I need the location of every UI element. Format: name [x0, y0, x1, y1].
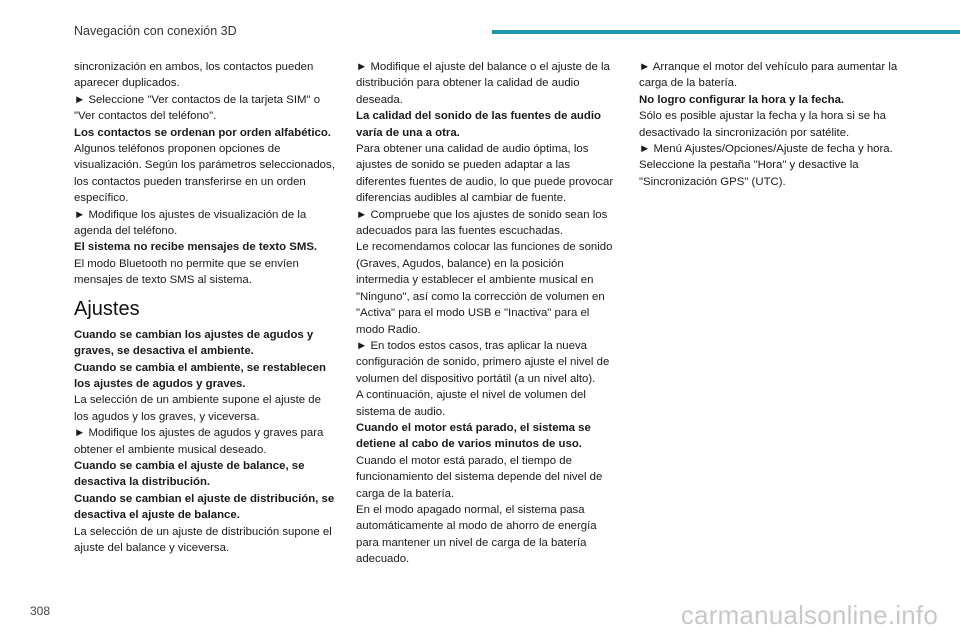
paragraph: ► Modifique los ajustes de agudos y graves para obtener el ambiente musical deseado.: [74, 427, 324, 456]
bold-paragraph: Los contactos se ordenan por orden alfabético.: [74, 126, 331, 139]
paragraph: A continuación, ajuste el nivel de volumen del sistema de audio.: [356, 389, 586, 418]
paragraph: En el modo apagado normal, el sistema pasa automáticamente al modo de ahorro de energía para mantener un nivel de carga de la batería adecuado.: [356, 503, 597, 566]
paragraph: Cuando el motor está parado, el tiempo de funcionamiento del sistema depende del nivel de carga de la batería.: [356, 454, 603, 500]
paragraph: El modo Bluetooth no permite que se envíen mensajes de texto SMS al sistema.: [74, 257, 299, 287]
paragraph: sincronización en ambos, los contactos pueden aparecer duplicados.: [74, 61, 314, 90]
paragraph: ► Menú Ajustes/Opciones/Ajuste de fecha y hora. Seleccione la pestaña "Hora" y desactive la "Sincronización GPS" (UTC).: [639, 143, 893, 188]
paragraph: Le recomendamos colocar las funciones de sonido (Graves, Agudos, balance) en la posición intermedia y establecer el ambiente musical en "Ninguno", así como la corrección de volumen en "Activa" para el modo USB e "Inactiva" para el modo Radio.: [356, 241, 613, 336]
header-accent-bar: [492, 30, 960, 34]
text-column-2: [356, 59, 620, 568]
paragraph: ► Seleccione "Ver contactos de la tarjeta SIM" o "Ver contactos del teléfono".: [74, 93, 321, 123]
bold-paragraph: El sistema no recibe mensajes de texto SMS.: [74, 241, 318, 254]
paragraph: Algunos teléfonos proponen opciones de visualización. Según los parámetros seleccionados, los contactos pueden transferirse en un orden específico.: [74, 143, 335, 205]
paragraph: La selección de un ajuste de distribución supone el ajuste del balance y viceversa.: [74, 525, 332, 554]
bold-paragraph: Cuando se cambia el ambiente, se restablecen los ajustes de agudos y graves.: [74, 361, 326, 390]
paragraph: ► En todos estos casos, tras aplicar la nueva configuración de sonido, primero ajuste el nivel de volumen del dispositivo portátil (a un nivel alto).: [356, 339, 610, 385]
bold-paragraph: Cuando se cambian el ajuste de distribución, se desactiva el ajuste de balance.: [74, 492, 335, 522]
bold-paragraph: Cuando se cambia el ajuste de balance, se desactiva la distribución.: [74, 459, 305, 489]
watermark: carmanualsonline.info: [680, 600, 938, 630]
bold-paragraph: No logro configurar la hora y la fecha.: [639, 93, 845, 106]
paragraph: ► Compruebe que los ajustes de sonido sean los adecuados para las fuentes escuchadas.: [356, 208, 608, 238]
paragraph: ► Modifique el ajuste del balance o el ajuste de la distribución para obtener la calidad de audio deseada.: [356, 61, 610, 106]
bold-paragraph: La calidad del sonido de las fuentes de audio varía de una a otra.: [356, 110, 601, 139]
paragraph: ► Modifique los ajustes de visualización de la agenda del teléfono.: [74, 208, 307, 238]
text-column-3: [639, 59, 903, 190]
paragraph: Sólo es posible ajustar la fecha y la hora si se ha desactivado la sincronización por satélite.: [639, 110, 886, 139]
paragraph: ► Arranque el motor del vehículo para aumentar la carga de la batería.: [639, 61, 898, 90]
text-column-1: [74, 59, 338, 556]
paragraph: La selección de un ambiente supone el ajuste de los agudos y los graves, y viceversa.: [74, 394, 321, 423]
paragraph: Para obtener una calidad de audio óptima, los ajustes de sonido se pueden adaptar a las diferentes fuentes de audio, lo que puede provocar diferencias audibles al cambiar de fuente.: [356, 143, 614, 205]
section-heading: Ajustes: [74, 297, 140, 320]
bold-paragraph: Cuando el motor está parado, el sistema se detiene al cabo de varios minutos de uso.: [356, 421, 591, 451]
page-number: 308: [30, 604, 51, 618]
chapter-title: Navegación con conexión 3D: [74, 24, 237, 38]
bold-paragraph: Cuando se cambian los ajustes de agudos y graves, se desactiva el ambiente.: [74, 328, 314, 358]
